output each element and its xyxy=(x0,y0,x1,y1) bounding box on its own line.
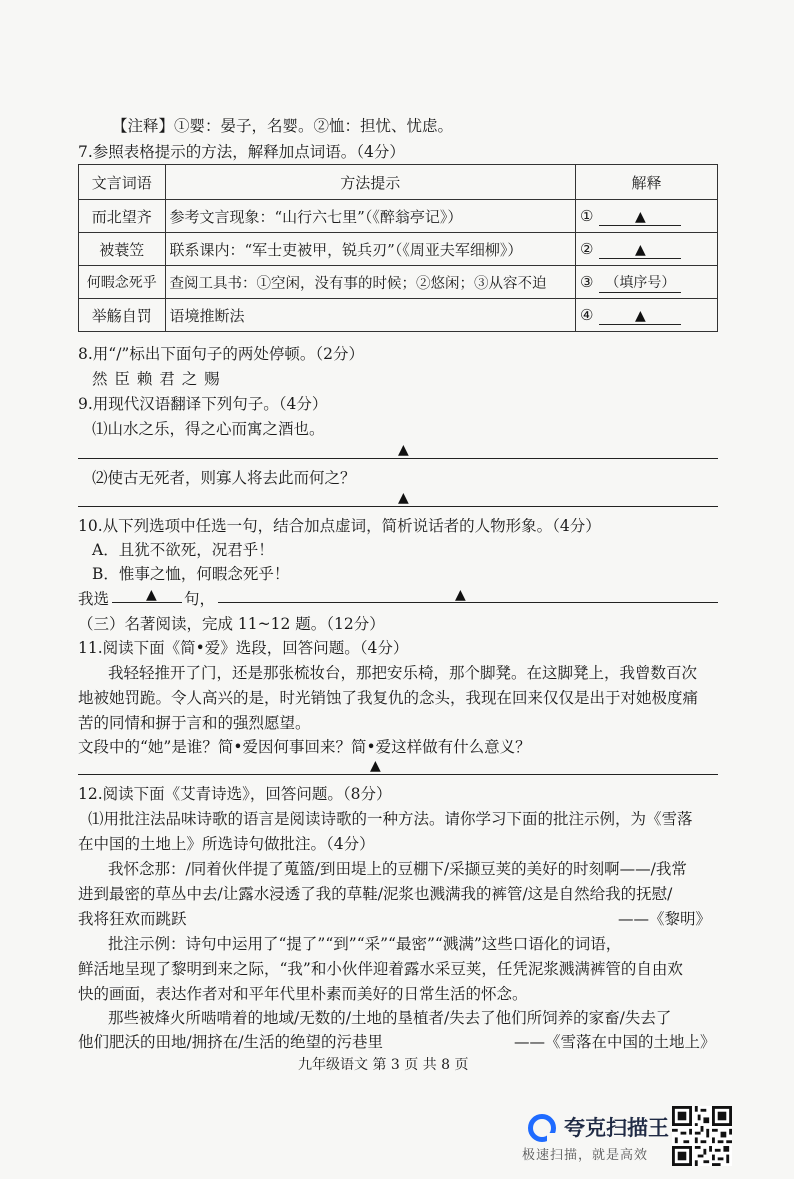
table-header-word: 文言词语 xyxy=(79,165,166,200)
q8-stem: 8.用“/”标出下面句子的两处停顿。（2分） xyxy=(78,345,364,363)
choice-blank[interactable] xyxy=(112,602,182,603)
section-3-title: （三）名著阅读，完成 11~12 题。（12分） xyxy=(78,615,385,633)
q9-sentence-2: ⑵使古无死者，则寡人将去此而何之？ xyxy=(92,469,356,487)
q10-option-a: A．且犹不欲死，况君乎！ xyxy=(92,541,274,559)
table-header-hint: 方法提示 xyxy=(165,165,575,200)
q10-option-b: B．惟事之恤，何暇念死乎！ xyxy=(92,565,290,583)
q11-question: 文段中的“她”是谁？简•爱因何事回来？简•爱这样做有什么意义？ xyxy=(78,738,531,756)
row-word: 被蓑笠 xyxy=(79,233,166,266)
answer-blank[interactable]: ▲ xyxy=(599,308,681,325)
table-row xyxy=(79,200,718,233)
q10-stem: 10.从下列选项中任选一句，结合加点虚词，简析说话者的人物形象。（4分） xyxy=(78,517,601,535)
poem-line: 进到最密的草丛中去/让露水浸透了我的草鞋/泥浆也溅满我的裤管/这是自然给我的抚慰/ xyxy=(78,885,673,903)
answer-blank[interactable]: ▲ xyxy=(599,242,681,259)
table-row xyxy=(79,233,718,266)
q8-sentence: 然 臣 赖 君 之 赐 xyxy=(92,370,221,388)
q12-stem: 12.阅读下面《艾青诗选》，回答问题。（8分） xyxy=(78,785,392,803)
answer-marker: ▲ xyxy=(398,490,409,506)
table-header-answer: 解释 xyxy=(575,165,717,200)
qr-code-icon xyxy=(672,1106,732,1166)
quark-logo-icon xyxy=(528,1114,556,1142)
poem-line: 那些被烽火所啮啃着的地域/无数的/土地的垦植者/失去了他们所饲养的家畜/失去了 xyxy=(108,1009,672,1027)
answer-marker: ▲ xyxy=(370,758,381,774)
q9-sentence-1: ⑴山水之乐，得之心而寓之酒也。 xyxy=(92,420,325,438)
example-line: 快的画面，表达作者对和平年代里朴素而美好的日常生活的怀念。 xyxy=(78,985,528,1003)
q12-instruction: ⑴用批注法品味诗歌的语言是阅读诗歌的一种方法。请你学习下面的批注示例，为《雪落 xyxy=(88,810,693,828)
row-hint: 联系课内：“军士吏被甲，锐兵刃”（《周亚夫军细柳》） xyxy=(165,233,575,266)
brand-name: 夸克扫描王 xyxy=(564,1116,669,1140)
poem-source: ——《黎明》 xyxy=(618,910,712,928)
q11-passage-line: 地被她罚跪。令人高兴的是，时光销蚀了我复仇的念头，我现在回来仅仅是出于对她极度痛 xyxy=(78,689,699,707)
row-num: ③ xyxy=(579,272,594,291)
example-line: 鲜活地呈现了黎明到来之际，“我”和小伙伴迎着露水采豆荚，任凭泥浆溅满裤管的自由欢 xyxy=(78,960,683,978)
answer-blank[interactable]: ▲ xyxy=(599,209,681,226)
row-num: ② xyxy=(579,239,594,258)
q9-stem: 9.用现代汉语翻译下列句子。（4分） xyxy=(78,395,328,413)
q10-suffix: 句， xyxy=(184,590,216,608)
answer-marker: ▲ xyxy=(146,587,157,603)
poem-line: 我将狂欢而跳跃 xyxy=(78,910,187,928)
answer-marker: ▲ xyxy=(455,587,466,603)
answer-line[interactable] xyxy=(78,506,718,507)
q11-passage-line: 苦的同情和摒于言和的强烈愿望。 xyxy=(78,714,311,732)
q10-prefix: 我选 xyxy=(78,590,110,608)
table-row xyxy=(79,266,718,299)
annotation-note: 【注释】①婴：晏子，名婴。②恤：担忧、忧虑。 xyxy=(112,117,454,135)
row-word: 而北望齐 xyxy=(79,200,166,233)
answer-line[interactable] xyxy=(218,602,718,603)
q11-stem: 11.阅读下面《简•爱》选段，回答问题。（4分） xyxy=(78,639,409,657)
brand-slogan: 极速扫描，就是高效 xyxy=(522,1148,649,1163)
poem-line: 我怀念那：/同着伙伴提了蒐篮/到田堤上的豆棚下/采撷豆荚的美好的时刻啊——/我常 xyxy=(108,860,687,878)
row-hint: 语境推断法 xyxy=(165,299,575,332)
row-num: ④ xyxy=(579,305,594,324)
scanner-watermark xyxy=(522,1106,792,1170)
answer-line[interactable] xyxy=(78,774,718,775)
row-hint: 查阅工具书：①空闲，没有事的时候；②悠闲；③从容不迫 xyxy=(165,266,575,299)
row-word: 何暇念死乎 xyxy=(79,266,166,299)
row-num: ① xyxy=(579,206,594,225)
example-line: 批注示例：诗句中运用了“提了”“到”“采”“最密”“溅满”这些口语化的词语， xyxy=(108,935,622,953)
poem-source: ——《雪落在中国的土地上》 xyxy=(514,1033,716,1051)
answer-blank[interactable]: （填序号） xyxy=(599,272,681,293)
row-word: 举觞自罚 xyxy=(79,299,166,332)
poem-line: 他们肥沃的田地/拥挤在/生活的绝望的污巷里 xyxy=(78,1033,383,1051)
answer-marker: ▲ xyxy=(398,442,409,458)
page-footer: 九年级语文 第 3 页 共 8 页 xyxy=(298,1057,469,1073)
q7-stem: 7.参照表格提示的方法，解释加点词语。（4分） xyxy=(78,143,405,161)
q7-method-table xyxy=(78,164,718,332)
answer-line[interactable] xyxy=(78,458,718,459)
row-hint: 参考文言现象：“山行六七里”（《醉翁亭记》） xyxy=(165,200,575,233)
table-row xyxy=(79,299,718,332)
q12-instruction: 在中国的土地上》所选诗句做批注。（4分） xyxy=(78,835,375,853)
q11-passage-line: 我轻轻推开了门，还是那张梳妆台，那把安乐椅，那个脚凳。在这脚凳上，我曾数百次 xyxy=(108,664,698,682)
